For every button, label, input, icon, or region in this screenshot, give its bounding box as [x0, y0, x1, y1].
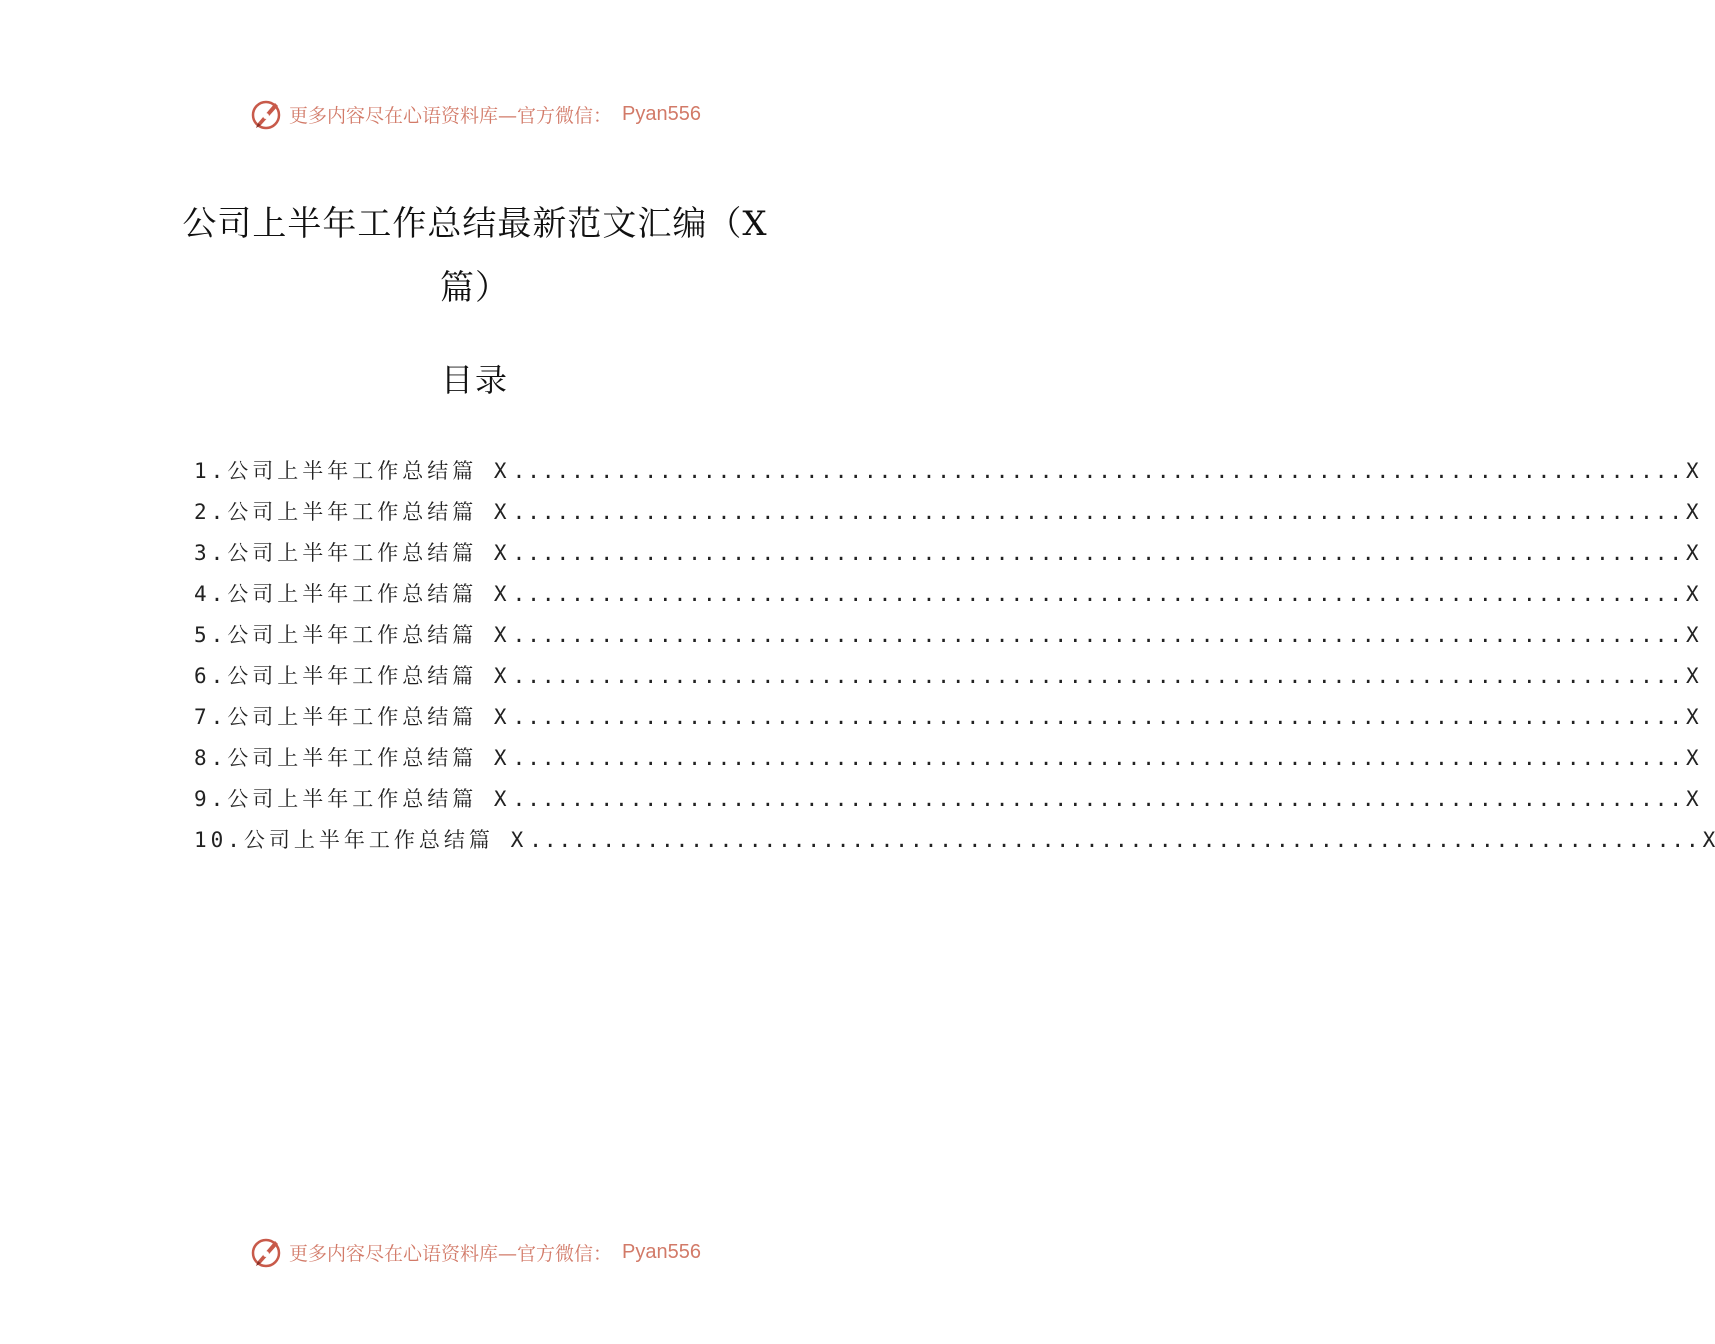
toc-entry-page-number: X — [1686, 582, 1699, 606]
toc-entry[interactable] — [194, 578, 1699, 619]
toc-entry-label: 2.公司上半年工作总结篇 X — [194, 500, 511, 524]
toc-entry-page-number: X — [1686, 459, 1699, 483]
toc-entry-page-number: X — [1686, 787, 1699, 811]
toc-entry-label: 10.公司上半年工作总结篇 X — [194, 828, 528, 852]
toc-entry[interactable] — [194, 742, 1699, 783]
toc-entry-label: 9.公司上半年工作总结篇 X — [194, 787, 511, 811]
pen-logo-icon — [249, 1235, 283, 1269]
banner-wechat-id: Pyan556 — [622, 1240, 701, 1263]
toc-entry-label: 8.公司上半年工作总结篇 X — [194, 746, 511, 770]
toc-entry-page-number: X — [1702, 828, 1715, 852]
toc-entry-page-number: X — [1686, 541, 1699, 565]
toc-entry-page-number: X — [1686, 500, 1699, 524]
toc-dot-leader: ................................................................................ — [529, 828, 1701, 852]
toc-entry-page-number: X — [1686, 746, 1699, 770]
toc-entry-page-number: X — [1686, 705, 1699, 729]
toc-dot-leader: ................................................................................ — [512, 500, 1685, 524]
toc-entry[interactable] — [194, 701, 1699, 742]
toc-entry[interactable] — [194, 824, 1715, 865]
toc-entry[interactable] — [194, 537, 1699, 578]
toc-entry-label: 7.公司上半年工作总结篇 X — [194, 705, 511, 729]
toc-dot-leader: ................................................................................ — [512, 746, 1685, 770]
toc-dot-leader: ................................................................................ — [512, 623, 1685, 647]
toc-entry-label: 1.公司上半年工作总结篇 X — [194, 459, 511, 483]
toc-dot-leader: ................................................................................ — [512, 459, 1685, 483]
toc-entry-label: 5.公司上半年工作总结篇 X — [194, 623, 511, 647]
table-of-contents — [194, 455, 1715, 865]
toc-dot-leader: ................................................................................ — [512, 541, 1685, 565]
document-title — [150, 192, 800, 320]
toc-heading: 目录 — [440, 361, 509, 399]
toc-entry[interactable] — [194, 660, 1699, 701]
pen-logo-icon — [249, 97, 283, 131]
banner-text: 更多内容尽在心语资料库—官方微信： — [289, 1242, 613, 1265]
banner-text: 更多内容尽在心语资料库—官方微信： — [289, 104, 613, 127]
toc-entry-label: 6.公司上半年工作总结篇 X — [194, 664, 511, 688]
toc-dot-leader: ................................................................................ — [512, 664, 1685, 688]
toc-entry-label: 3.公司上半年工作总结篇 X — [194, 541, 511, 565]
toc-entry[interactable] — [194, 783, 1699, 824]
toc-entry-page-number: X — [1686, 664, 1699, 688]
header-banner — [0, 94, 950, 134]
footer-banner — [0, 1232, 950, 1272]
toc-entry-page-number: X — [1686, 623, 1699, 647]
toc-dot-leader: ................................................................................ — [512, 787, 1685, 811]
toc-entry[interactable] — [194, 619, 1699, 660]
banner-wechat-id: Pyan556 — [622, 102, 701, 125]
document-title-line-1: 公司上半年工作总结最新范文汇编（X — [182, 204, 768, 244]
toc-entry-label: 4.公司上半年工作总结篇 X — [194, 582, 511, 606]
toc-entry[interactable] — [194, 455, 1699, 496]
document-title-line-2: 篇） — [440, 268, 510, 308]
toc-dot-leader: ................................................................................ — [512, 705, 1685, 729]
toc-dot-leader: ................................................................................ — [512, 582, 1685, 606]
toc-entry[interactable] — [194, 496, 1699, 537]
